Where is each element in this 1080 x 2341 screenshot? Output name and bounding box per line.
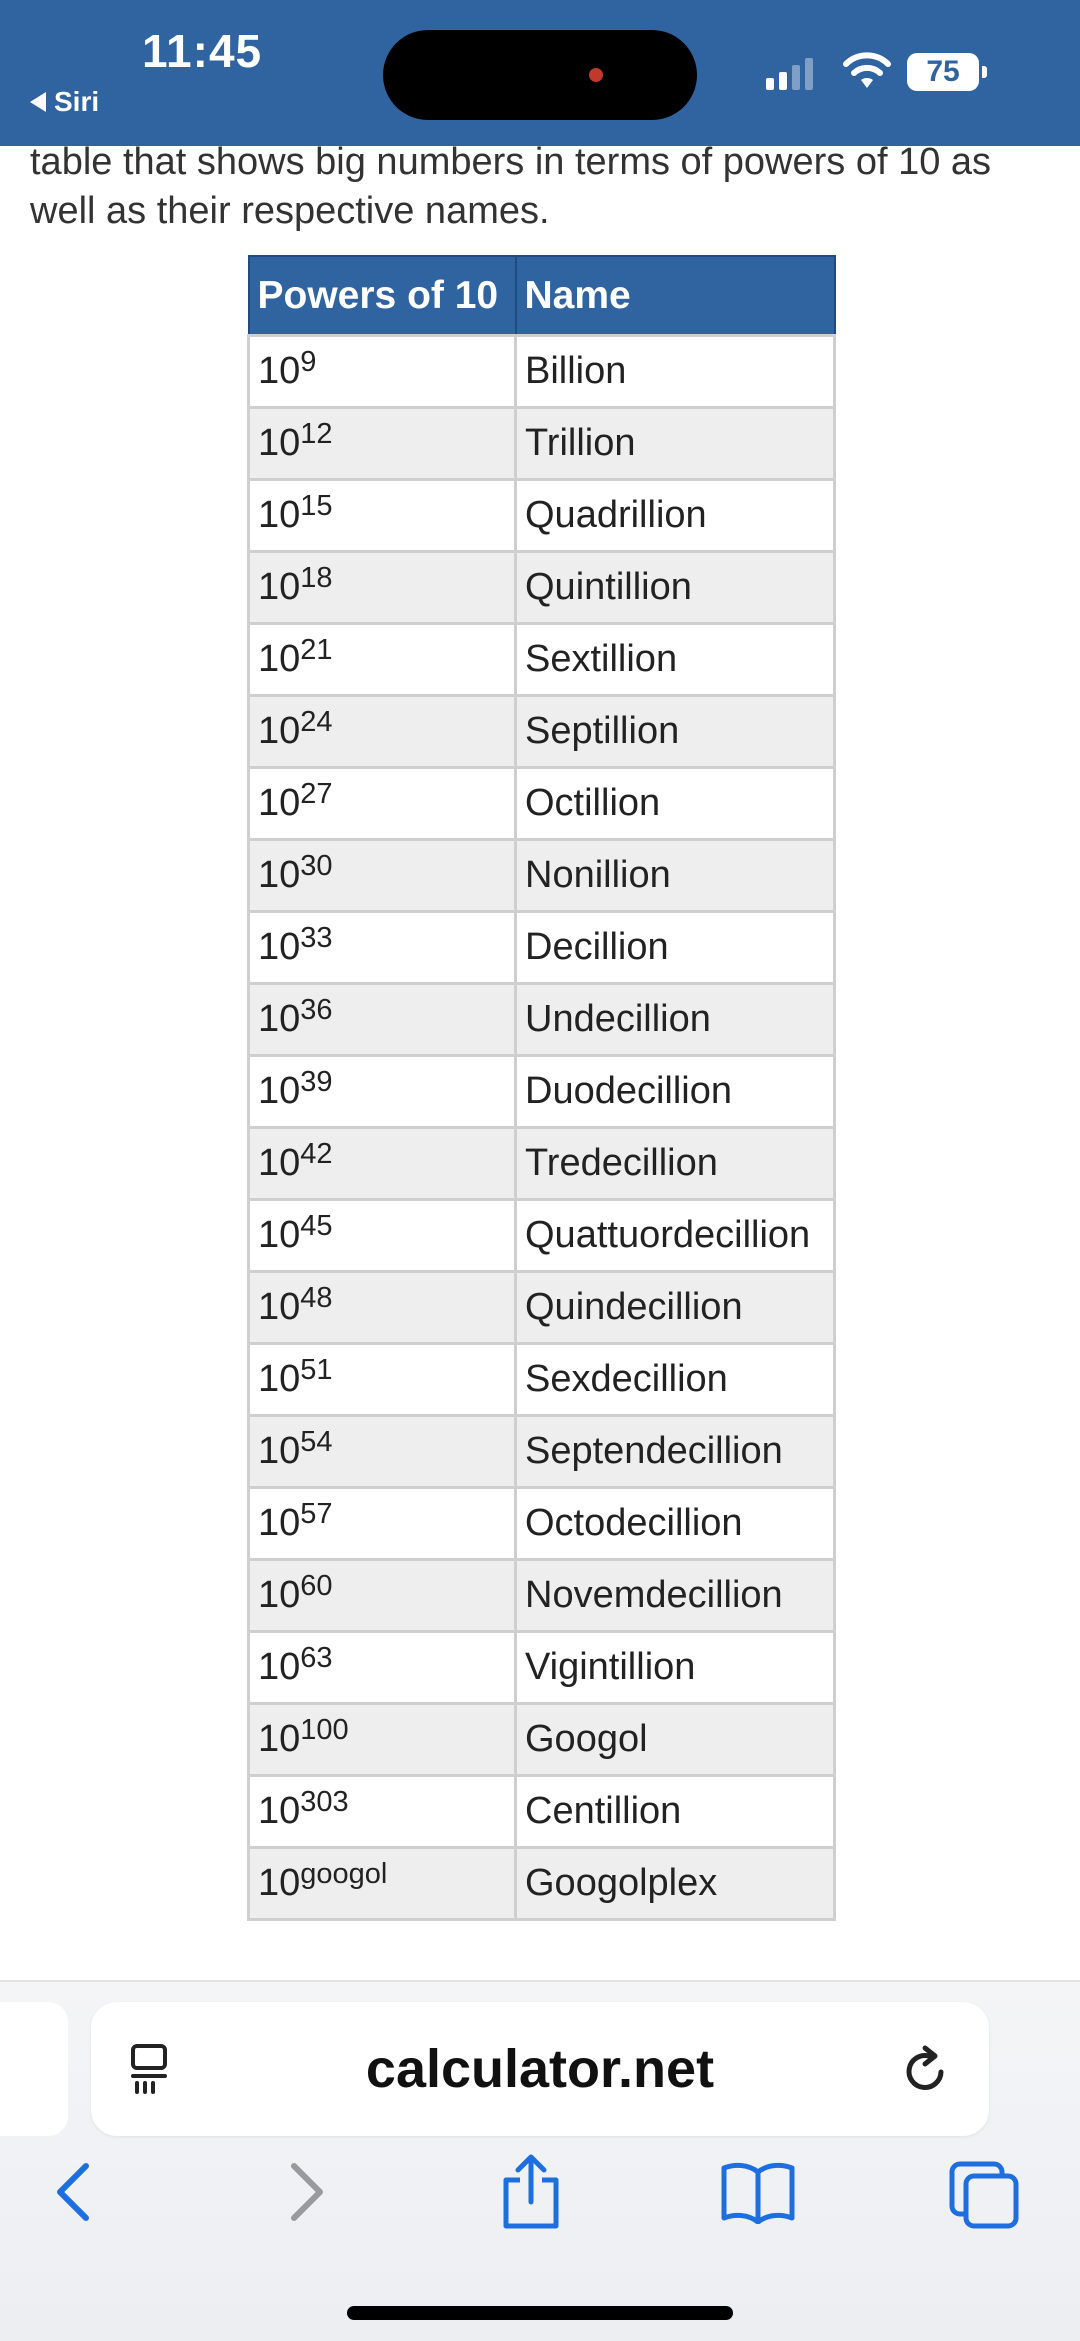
recording-indicator-icon: [589, 68, 603, 82]
power-base: 10: [258, 566, 301, 608]
name-cell: Googol: [516, 1704, 835, 1776]
power-exponent: 42: [300, 1138, 333, 1170]
power-base: 10: [258, 1214, 301, 1256]
power-exponent: 45: [300, 1210, 333, 1242]
power-exponent: 24: [300, 706, 333, 738]
previous-tab-peek[interactable]: [0, 2002, 68, 2136]
address-bar[interactable]: [91, 2002, 989, 2136]
power-exponent: 60: [300, 1570, 333, 1602]
power-exponent: 51: [300, 1354, 333, 1386]
table-row: [249, 1560, 835, 1632]
name-cell: Quindecillion: [516, 1272, 835, 1344]
bookmarks-icon[interactable]: [718, 2160, 798, 2224]
power-base: 10: [258, 350, 301, 392]
forward-icon[interactable]: [284, 2160, 330, 2224]
share-icon[interactable]: [496, 2152, 566, 2232]
power-exponent: 54: [300, 1426, 333, 1458]
power-exponent: 36: [300, 994, 333, 1026]
table-row: [249, 1128, 835, 1200]
power-exponent: 27: [300, 778, 333, 810]
table-row: [249, 1848, 835, 1920]
power-cell: [249, 1416, 516, 1488]
power-cell: [249, 552, 516, 624]
power-cell: [249, 624, 516, 696]
powers-of-ten-table: [247, 255, 836, 1921]
table-row: [249, 480, 835, 552]
table-row: [249, 1488, 835, 1560]
tabs-icon[interactable]: [946, 2160, 1022, 2230]
reload-icon[interactable]: [901, 2044, 951, 2096]
power-cell: [249, 768, 516, 840]
clock: 11:45: [142, 25, 263, 77]
power-base: 10: [258, 998, 301, 1040]
name-cell: Octodecillion: [516, 1488, 835, 1560]
name-cell: Septillion: [516, 696, 835, 768]
power-base: 10: [258, 1430, 301, 1472]
power-exponent: 9: [300, 346, 317, 378]
name-cell: Quattuordecillion: [516, 1200, 835, 1272]
back-to-siri-button[interactable]: [30, 86, 99, 118]
table-row: [249, 336, 835, 408]
name-cell: Quintillion: [516, 552, 835, 624]
table-row: [249, 552, 835, 624]
power-base: 10: [258, 422, 301, 464]
intro-paragraph: table that shows big numbers in terms of powers of 10 as well as their respective names.: [30, 141, 992, 232]
name-cell: Septendecillion: [516, 1416, 835, 1488]
table-row: [249, 1704, 835, 1776]
name-cell: Trillion: [516, 408, 835, 480]
power-cell: [249, 1848, 516, 1920]
back-arrow-icon: [30, 92, 46, 112]
power-cell: [249, 408, 516, 480]
power-cell: [249, 1776, 516, 1848]
power-base: 10: [258, 710, 301, 752]
power-cell: [249, 912, 516, 984]
column-header-name: Name: [516, 256, 835, 336]
power-cell: [249, 1128, 516, 1200]
power-cell: [249, 1488, 516, 1560]
battery-level: 75: [926, 55, 960, 88]
power-exponent: 303: [300, 1786, 349, 1818]
wifi-icon: [842, 52, 892, 90]
column-header-powers: Powers of 10: [249, 256, 516, 336]
name-cell: Tredecillion: [516, 1128, 835, 1200]
power-base: 10: [258, 1142, 301, 1184]
table-row: [249, 984, 835, 1056]
power-exponent: 12: [300, 418, 333, 450]
power-cell: [249, 480, 516, 552]
table-row: [249, 1344, 835, 1416]
power-exponent: 39: [300, 1066, 333, 1098]
power-cell: [249, 336, 516, 408]
power-base: 10: [258, 1646, 301, 1688]
power-base: 10: [258, 1358, 301, 1400]
power-base: 10: [258, 1502, 301, 1544]
power-cell: [249, 1056, 516, 1128]
table-row: [249, 1416, 835, 1488]
dynamic-island: [383, 30, 697, 120]
power-base: 10: [258, 1070, 301, 1112]
table-row: [249, 1056, 835, 1128]
power-base: 10: [258, 854, 301, 896]
name-cell: Nonillion: [516, 840, 835, 912]
back-icon[interactable]: [50, 2160, 96, 2224]
power-cell: [249, 984, 516, 1056]
name-cell: Vigintillion: [516, 1632, 835, 1704]
name-cell: Billion: [516, 336, 835, 408]
name-cell: Quadrillion: [516, 480, 835, 552]
power-exponent: 21: [300, 634, 333, 666]
power-base: 10: [258, 1790, 301, 1832]
power-cell: [249, 840, 516, 912]
power-exponent: 63: [300, 1642, 333, 1674]
power-base: 10: [258, 926, 301, 968]
power-base: 10: [258, 1718, 301, 1760]
power-cell: [249, 1272, 516, 1344]
name-cell: Sextillion: [516, 624, 835, 696]
power-exponent: 15: [300, 490, 333, 522]
power-cell: [249, 1560, 516, 1632]
table-row: [249, 1776, 835, 1848]
home-indicator: [347, 2306, 733, 2320]
battery-icon: [907, 53, 979, 91]
table-row: [249, 912, 835, 984]
power-exponent: googol: [300, 1858, 388, 1890]
table-row: [249, 408, 835, 480]
power-exponent: 48: [300, 1282, 333, 1314]
table-row: [249, 1200, 835, 1272]
table-row: [249, 840, 835, 912]
table-row: [249, 1632, 835, 1704]
power-base: 10: [258, 494, 301, 536]
power-cell: [249, 696, 516, 768]
power-cell: [249, 1632, 516, 1704]
power-exponent: 30: [300, 850, 333, 882]
power-base: 10: [258, 1574, 301, 1616]
name-cell: Centillion: [516, 1776, 835, 1848]
power-exponent: 33: [300, 922, 333, 954]
power-exponent: 100: [300, 1714, 349, 1746]
name-cell: Decillion: [516, 912, 835, 984]
power-base: 10: [258, 782, 301, 824]
table-header-row: [249, 256, 835, 336]
table-row: [249, 768, 835, 840]
power-base: 10: [258, 1862, 301, 1904]
table-row: [249, 1272, 835, 1344]
url-text[interactable]: calculator.net: [365, 2039, 715, 2099]
power-base: 10: [258, 638, 301, 680]
power-cell: [249, 1704, 516, 1776]
power-exponent: 57: [300, 1498, 333, 1530]
power-exponent: 18: [300, 562, 333, 594]
cellular-signal-icon: [766, 56, 813, 90]
power-cell: [249, 1200, 516, 1272]
name-cell: Duodecillion: [516, 1056, 835, 1128]
name-cell: Novemdecillion: [516, 1560, 835, 1632]
name-cell: Googolplex: [516, 1848, 835, 1920]
name-cell: Undecillion: [516, 984, 835, 1056]
status-bar: [0, 0, 1080, 146]
table-row: [249, 696, 835, 768]
power-base: 10: [258, 1286, 301, 1328]
name-cell: Octillion: [516, 768, 835, 840]
power-cell: [249, 1344, 516, 1416]
name-cell: Sexdecillion: [516, 1344, 835, 1416]
table-row: [249, 624, 835, 696]
back-to-siri-label: Siri: [54, 86, 100, 117]
